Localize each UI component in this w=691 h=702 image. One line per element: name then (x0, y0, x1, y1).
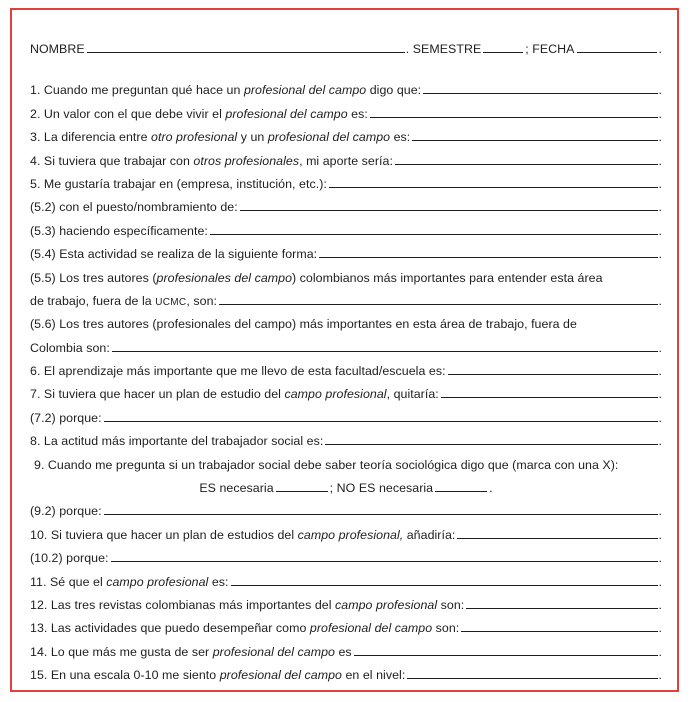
question-9-options: ES necesaria ; NO ES necesaria . (199, 481, 493, 496)
answer-7-line[interactable] (441, 397, 658, 398)
question-14-text: 14. Lo que más me gusta de ser profesional del campo es (30, 644, 352, 659)
question-12-text: 12. Las tres revistas colombianas más importantes del campo profesional son: (30, 597, 465, 612)
question-1-text: 1. Cuando me preguntan qué hace un profesional del campo digo que: (30, 83, 422, 98)
header-end: . (658, 42, 662, 56)
question-5-2: (5.2) con el puesto/nombramiento de: . (30, 200, 662, 215)
question-2-text: 2. Un valor con el que debe vivir el profesional del campo es: (30, 106, 368, 121)
question-8-text: 8. La actitud más importante del trabajador social es: (30, 434, 324, 449)
es-necesaria-field[interactable] (276, 491, 328, 492)
answer-4-line[interactable] (395, 164, 658, 165)
question-1: 1. Cuando me preguntan qué hace un profesional del campo digo que: . (30, 83, 662, 98)
question-5-6-text: (5.6) Los tres autores (profesionales del campo) más importantes en esta área de trabajo, fuera de (30, 317, 577, 332)
option-no-es-necesaria: ; NO ES necesaria (329, 481, 434, 496)
answer-5-3-line[interactable] (210, 234, 658, 235)
question-4-text: 4. Si tuviera que trabajar con otros profesionales, mi aporte sería: (30, 153, 393, 168)
fecha-field[interactable] (577, 52, 657, 53)
question-11-text: 11. Sé que el campo profesional es: (30, 574, 229, 589)
answer-11-line[interactable] (231, 585, 658, 586)
question-7-2-text: (7.2) porque: (30, 410, 102, 425)
answer-5-2-line[interactable] (240, 210, 658, 211)
question-8: 8. La actitud más importante del trabajador social es: . (30, 434, 662, 449)
question-2: 2. Un valor con el que debe vivir el profesional del campo es: . (30, 106, 662, 121)
nombre-label: NOMBRE (30, 42, 85, 56)
header-row (30, 22, 662, 56)
question-5-5-text: (5.5) Los tres autores (profesionales del campo) colombianos más importantes para entender esta área (30, 270, 603, 285)
answer-14-line[interactable] (354, 655, 658, 656)
option-es-necesaria: ES necesaria (199, 481, 274, 496)
question-7-text: 7. Si tuviera que hacer un plan de estudio del campo profesional, quitaría: (30, 387, 439, 402)
answer-9-2-line[interactable] (104, 514, 658, 515)
answer-7-2-line[interactable] (104, 421, 658, 422)
question-5-3-text: (5.3) haciendo específicamente: (30, 223, 208, 238)
question-5-text: 5. Me gustaría trabajar en (empresa, institución, etc.): (30, 176, 327, 191)
semestre-label: . SEMESTRE (405, 42, 482, 56)
question-10-2-text: (10.2) porque: (30, 551, 109, 566)
question-5-5 (30, 261, 662, 284)
question-4: 4. Si tuviera que trabajar con otros profesionales, mi aporte sería: . (30, 153, 662, 168)
answer-2-line[interactable] (370, 117, 658, 118)
question-13-text: 13. Las actividades que puedo desempeñar como profesional del campo son: (30, 621, 460, 636)
answer-3-line[interactable] (412, 140, 657, 141)
question-5: 5. Me gustaría trabajar en (empresa, institución, etc.): . (30, 176, 662, 191)
answer-5-line[interactable] (329, 187, 658, 188)
answer-1-line[interactable] (423, 93, 657, 94)
fecha-label: ; FECHA (525, 42, 575, 56)
question-9 (30, 448, 662, 471)
question-15: 15. En una escala 0-10 me siento profesional del campo en el nivel: . (30, 668, 662, 683)
nombre-field[interactable] (87, 52, 405, 53)
question-5-5-text-cont: de trabajo, fuera de la UCMC, son: (30, 293, 218, 308)
question-3-text: 3. La diferencia entre otro profesional y un profesional del campo es: (30, 130, 411, 145)
form-frame (10, 8, 679, 692)
answer-5-5-line[interactable] (219, 304, 657, 305)
question-13: 13. Las actividades que puedo desempeñar como profesional del campo son: . (30, 621, 662, 636)
question-10-text: 10. Si tuviera que hacer un plan de estudios del campo profesional, añadiría: (30, 527, 456, 542)
question-5-4: (5.4) Esta actividad se realiza de la siguiente forma: . (30, 247, 662, 262)
question-3: 3. La diferencia entre otro profesional y un profesional del campo es: . (30, 130, 662, 145)
answer-12-line[interactable] (466, 608, 657, 609)
questionnaire (30, 22, 662, 682)
question-5-2-text: (5.2) con el puesto/nombramiento de: (30, 200, 238, 215)
question-9-2: (9.2) porque: . (30, 504, 662, 519)
question-5-6-cont: Colombia son: . (30, 340, 662, 355)
question-5-6-text-cont: Colombia son: (30, 340, 110, 355)
answer-10-line[interactable] (457, 538, 657, 539)
answer-10-2-line[interactable] (111, 561, 658, 562)
answer-13-line[interactable] (461, 631, 657, 632)
question-5-4-text: (5.4) Esta actividad se realiza de la siguiente forma: (30, 247, 318, 262)
question-7: 7. Si tuviera que hacer un plan de estudio del campo profesional, quitaría: . (30, 387, 662, 402)
answer-5-6-line[interactable] (112, 351, 658, 352)
question-5-6 (30, 308, 662, 331)
question-5-5-cont: de trabajo, fuera de la UCMC, son: . (30, 293, 662, 308)
question-10-2: (10.2) porque: . (30, 551, 662, 566)
question-14: 14. Lo que más me gusta de ser profesional del campo es . (30, 644, 662, 659)
answer-6-line[interactable] (448, 374, 658, 375)
question-9-2-text: (9.2) porque: (30, 504, 102, 519)
answer-15-line[interactable] (407, 678, 657, 679)
question-5-3: (5.3) haciendo específicamente: . (30, 223, 662, 238)
question-12: 12. Las tres revistas colombianas más importantes del campo profesional son: . (30, 597, 662, 612)
answer-5-4-line[interactable] (319, 257, 657, 258)
question-9-text: 9. Cuando me pregunta si un trabajador social debe saber teoría sociológica digo que (marca con una X): (34, 457, 619, 472)
question-11: 11. Sé que el campo profesional es: . (30, 574, 662, 589)
question-15-text: 15. En una escala 0-10 me siento profesional del campo en el nivel: (30, 668, 406, 683)
answer-8-line[interactable] (325, 444, 657, 445)
semestre-field[interactable] (483, 52, 523, 53)
question-6: 6. El aprendizaje más importante que me llevo de esta facultad/escuela es: . (30, 364, 662, 379)
question-10: 10. Si tuviera que hacer un plan de estudios del campo profesional, añadiría: . (30, 527, 662, 542)
question-7-2: (7.2) porque: . (30, 410, 662, 425)
question-6-text: 6. El aprendizaje más importante que me llevo de esta facultad/escuela es: (30, 364, 446, 379)
no-es-necesaria-field[interactable] (435, 491, 487, 492)
